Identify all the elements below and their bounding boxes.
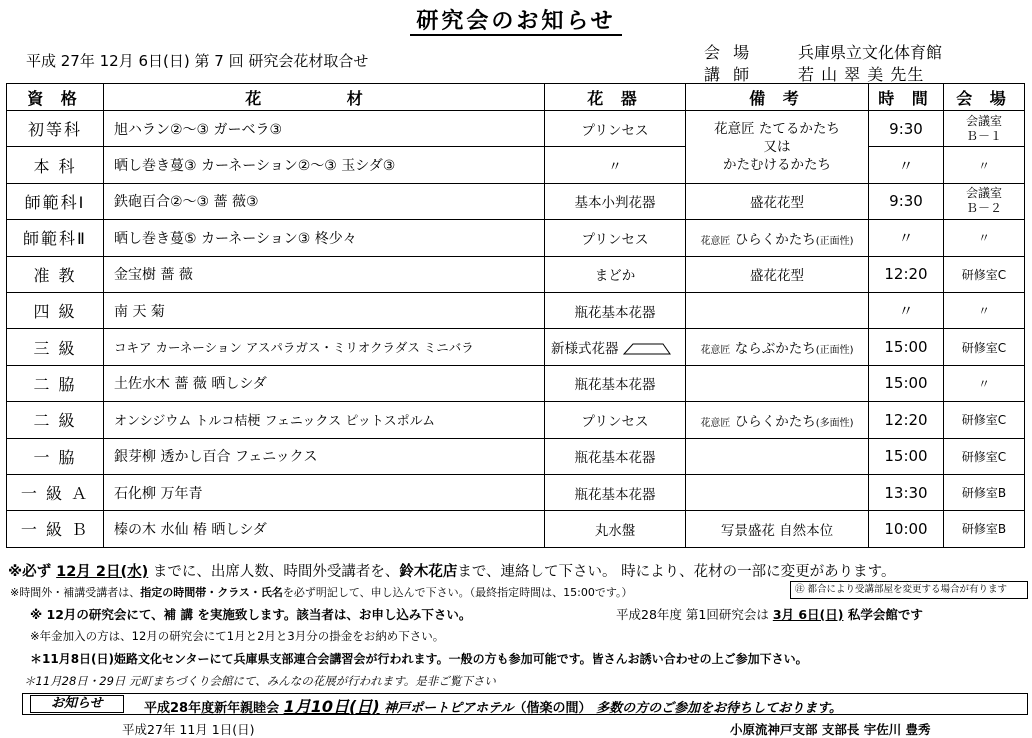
note-line: かたむけるかたち [723,156,831,173]
note-cell [686,474,869,510]
room-cell [944,111,1025,147]
newyear-notice-label: お知らせ [30,695,124,713]
vase-cell: 瓶花基本花器 [545,474,686,510]
meeting-subtitle: 平成 27年 12月 6日(日) 第 7 回 研究会花材取合せ [26,52,369,70]
level-cell: 一 脇 [7,438,104,474]
note-line: 花意匠 たてるかたち [714,120,840,137]
table-row [7,474,1025,510]
note-text: ひらくかたち [734,231,816,248]
room-cell: 〃 [944,220,1025,256]
venue-value: 兵庫県立文化体育館 [798,43,943,62]
table-row [7,511,1025,547]
vase-cell: プリンセス [545,220,686,256]
level-cell: 二 級 [7,402,104,438]
note-prefix: 花意匠 [700,417,731,429]
note-suffix: (正面性) [815,235,854,247]
time-cell: 15:00 [869,329,944,365]
table-header-row [7,84,1025,111]
level-cell: 一 級 Ｂ [7,511,104,547]
room-cell: 〃 [944,292,1025,328]
note-cell: 写景盛花 自然本位 [686,511,869,547]
note-cell [686,329,869,365]
venue-label: 会 場 [704,43,754,62]
room-cell [944,183,1025,219]
note-cell: 盛花花型 [686,256,869,292]
issue-date: 平成27年 11月 1日(日) [122,722,255,737]
newyear-notice-text: 平成28年度新年親睦会 1月10日(日) 神戸ポートピアホテル（偕楽の間） 多数の方のご参加をお待ちしております。 [144,697,843,716]
room-cell: 研修室C [944,329,1025,365]
time-cell: 15:00 [869,365,944,401]
room-cell: 〃 [944,365,1025,401]
materials-cell: 金宝樹 薔 薇 [104,256,545,292]
footnote-himeji-seminar: ＊11月8日(日)姫路文化センターにて兵庫県支部連合会講習会が行われます。一般の方も参加可能です。皆さんお誘い合わせの上ご参加下さい。 [30,652,808,666]
table-row [7,329,1025,365]
column-header-room: 会 場 [944,84,1025,111]
materials-cell: 榛の木 水仙 椿 晒しシダ [104,511,545,547]
vase-cell: 丸水盤 [545,511,686,547]
note-suffix: (正面性) [815,345,854,357]
vase-cell: 瓶花基本花器 [545,292,686,328]
level-cell: 二 脇 [7,365,104,401]
column-header-note: 備 考 [686,84,869,111]
room-number: Ｂ－２ [965,201,1002,216]
vase-cell: 瓶花基本花器 [545,365,686,401]
column-header-level: 資 格 [7,84,104,111]
column-header-vase: 花 器 [545,84,686,111]
room-cell: 研修室B [944,474,1025,510]
time-cell: 12:20 [869,402,944,438]
level-cell: 師範科Ⅱ [7,220,104,256]
materials-cell: 旭ハラン②～③ ガーベラ③ [104,111,545,147]
vase-name: 新様式花器 [551,341,619,358]
table-row [7,220,1025,256]
footnote-overtime: ※時間外・補講受講者は、指定の時間帯・クラス・氏名を必ず明記して、申し込んで下さい。（最終指定時間は、15:00です。） [10,586,633,599]
level-cell: 三 級 [7,329,104,365]
room-cell: 研修室C [944,256,1025,292]
room-name: 会議室 [965,186,1002,201]
level-cell: 一 級 Ａ [7,474,104,510]
note-or: 又は [763,138,791,155]
time-cell: 15:00 [869,438,944,474]
vase-cell: プリンセス [545,402,686,438]
table-row [7,402,1025,438]
trapezoid-vase-icon [623,343,671,355]
column-header-time: 時 間 [869,84,944,111]
time-cell: 9:30 [869,183,944,219]
room-number: Ｂ－１ [965,128,1002,143]
vase-cell: まどか [545,256,686,292]
level-cell: 四 級 [7,292,104,328]
lecturer-label: 講 師 [704,65,754,84]
table-row [7,147,1025,183]
room-name: 会議室 [965,113,1002,128]
note-cell [686,365,869,401]
materials-cell: 土佐水木 薔 薇 晒しシダ [104,365,545,401]
level-cell: 初等科 [7,111,104,147]
page-title: 研究会のお知らせ [0,4,1032,35]
lecturer-value: 若 山 翠 美 先生 [798,65,925,84]
vase-cell: 〃 [545,147,686,183]
level-cell: 准 教 [7,256,104,292]
signature: 小原流神戸支部 支部長 宇佐川 豊秀 [730,722,931,737]
materials-cell: コキア カーネーション アスパラガス・ミリオクラダス ミニバラ [104,329,545,365]
vase-cell: プリンセス [545,111,686,147]
note-prefix: 花意匠 [700,235,731,247]
room-cell: 研修室B [944,511,1025,547]
footnote-flower-exhibition: ＊11月28日・29日 元町まちづくり会館にて、みんなの花展が行われます。是非ご覧下さい [24,674,496,688]
time-cell: 13:30 [869,474,944,510]
time-cell: 〃 [869,292,944,328]
time-cell: 〃 [869,147,944,183]
note-cell [686,402,869,438]
note-cell [686,438,869,474]
room-cell: 研修室C [944,402,1025,438]
materials-cell: 晒し巻き蔓③ カーネーション②～③ 玉シダ③ [104,147,545,183]
time-cell: 9:30 [869,111,944,147]
note-text: ならぶかたち [734,341,816,358]
note-cell [686,292,869,328]
footnote-deadline: ※必ず 12月 2日(水) までに、出席人数、時間外受講者を、鈴木花店まで、連絡して下さい。 時により、花材の一部に変更があります。 [8,564,896,580]
level-cell: 本 科 [7,147,104,183]
note-cell [686,220,869,256]
column-header-materials: 花 材 [104,84,545,111]
table-row [7,183,1025,219]
time-cell: 10:00 [869,511,944,547]
room-change-notice: ㊟ 都合により受講部屋を変更する場合が有ります [790,581,1028,599]
note-prefix: 花意匠 [700,345,731,357]
materials-cell: オンシジウム トルコ桔梗 フェニックス ピットスポルム [104,402,545,438]
table-row [7,256,1025,292]
table-row [7,111,1025,147]
level-cell: 師範科Ⅰ [7,183,104,219]
materials-cell: 晒し巻き蔓⑤ カーネーション③ 柊少々 [104,220,545,256]
note-cell [686,111,869,184]
vase-cell: 瓶花基本花器 [545,438,686,474]
materials-cell: 銀芽柳 透かし百合 フェニックス [104,438,545,474]
materials-cell: 石化柳 万年青 [104,474,545,510]
materials-cell: 鉄砲百合②～③ 薔 薇③ [104,183,545,219]
time-cell: 〃 [869,220,944,256]
time-cell: 12:20 [869,256,944,292]
materials-cell: 南 天 菊 [104,292,545,328]
table-row [7,365,1025,401]
room-cell: 研修室C [944,438,1025,474]
table-row [7,292,1025,328]
note-cell: 盛花花型 [686,183,869,219]
vase-cell [545,329,686,365]
footnote-pension: ※年金加入の方は、12月の研究会にて1月と2月と3月分の掛金をお納め下さい。 [30,629,445,643]
vase-cell: 基本小判花器 [545,183,686,219]
room-cell: 〃 [944,147,1025,183]
schedule-table [6,83,1025,548]
note-text: ひらくかたち [734,413,816,430]
footnote-makeup-lesson: ※ 12月の研究会にて、補 講 を実施致します。該当者は、お申し込み下さい。 [30,607,472,622]
note-suffix: (多面性) [815,417,854,429]
footnote-next-meeting: 平成28年度 第1回研究会は 3月 6日(日) 私学会館です [616,607,923,622]
table-row [7,438,1025,474]
